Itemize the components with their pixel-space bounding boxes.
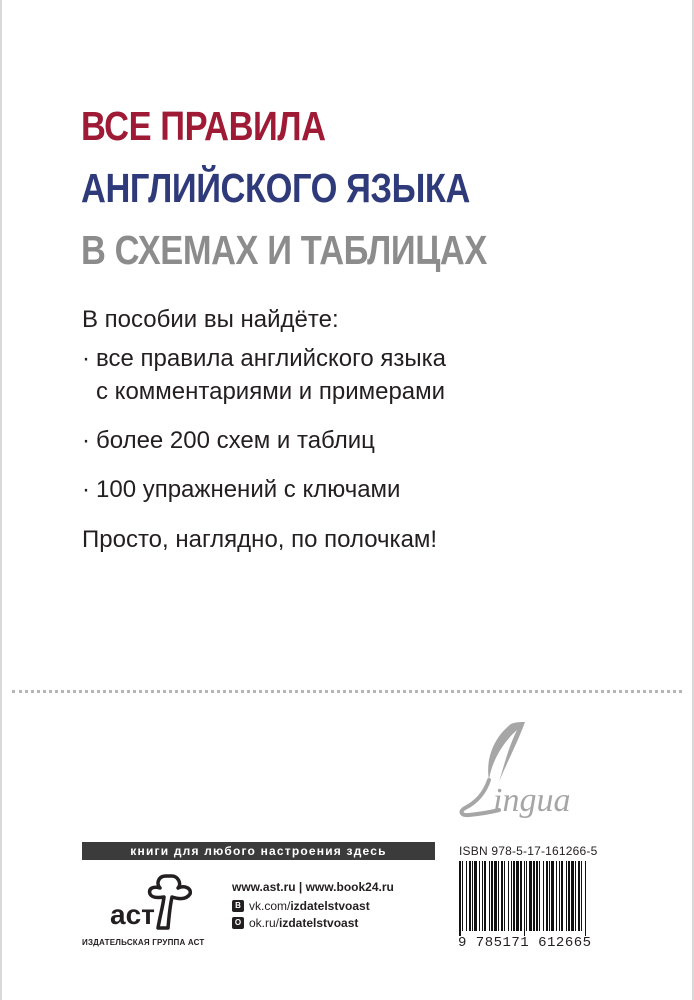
vk-handle: izdatelstvoast (290, 899, 370, 913)
feature-text: более 200 схем и таблиц (96, 427, 375, 454)
title-line-2: АНГЛИЙСКОГО ЯЗЫКА (81, 165, 470, 211)
tagline-bar: книги для любого настроения здесь (82, 842, 435, 860)
barcode-number: 9 785171 612665 (458, 935, 592, 951)
barcode-bar (585, 861, 586, 936)
barcode-bar (508, 861, 509, 931)
barcode-bar (516, 861, 519, 931)
barcode-bar (561, 861, 563, 931)
ast-logo (108, 872, 200, 934)
barcode-bar (501, 861, 503, 931)
title-line-3: В СХЕМАХ И ТАБЛИЦАХ (81, 227, 487, 273)
barcode-bar (566, 861, 567, 931)
barcode-bar (462, 861, 463, 931)
barcode-bar (578, 861, 580, 931)
barcode-bar (491, 861, 493, 931)
ast-figure-icon (150, 876, 191, 928)
publisher-sites: www.ast.ru | www.book24.ru (232, 880, 394, 894)
barcode-bar (494, 861, 497, 931)
barcode-bar (568, 861, 570, 931)
quill-icon (488, 722, 525, 782)
barcode-bar (484, 861, 486, 931)
lingua-series-logo (455, 718, 615, 828)
ast-logo-text: аст (110, 899, 155, 930)
bullet: · (82, 476, 90, 503)
ok-icon: О (232, 917, 244, 929)
left-edge (0, 0, 2, 1000)
ok-prefix: ok.ru/ (249, 916, 280, 930)
barcode-bar (520, 861, 522, 931)
barcode-bar (556, 861, 557, 931)
publisher-name: ИЗДАТЕЛЬСКАЯ ГРУППА АСТ (82, 938, 205, 947)
barcode-bar (474, 861, 477, 931)
barcode-bar (536, 861, 538, 931)
barcode-bar (459, 861, 461, 936)
barcode-bar (529, 861, 532, 931)
vk-icon: В (232, 900, 244, 912)
barcode-bar (543, 861, 544, 931)
dotted-divider (12, 690, 682, 693)
barcode-bar (466, 861, 467, 931)
intro-text: В пособии вы найдёте: (82, 306, 339, 333)
barcode-bar (559, 861, 560, 931)
isbn: ISBN 978-5-17-161266-5 (459, 844, 598, 858)
barcode-bar (549, 861, 550, 931)
barcode-bar (504, 861, 505, 931)
slogan: Просто, наглядно, по полочкам! (82, 526, 438, 553)
barcode-bar (511, 861, 512, 931)
list-item (82, 342, 446, 408)
barcode-bar (498, 861, 499, 931)
feature-text: с комментариями и примерами (96, 378, 446, 405)
barcode-bar (546, 861, 548, 931)
barcode-bar (581, 861, 582, 931)
barcode-bar (489, 861, 490, 931)
barcode-bar (513, 861, 515, 931)
vk-prefix: vk.com/ (249, 899, 291, 913)
barcode-bar (479, 861, 480, 931)
feature-list (82, 342, 446, 522)
bullet: · (82, 345, 90, 372)
barcode-bar (533, 861, 535, 931)
book-title (81, 95, 564, 281)
barcode-bar (524, 861, 525, 936)
barcode-bar (571, 861, 574, 931)
barcode-bar (472, 861, 473, 931)
barcode-bar (575, 861, 576, 931)
barcode-bar (469, 861, 471, 931)
bullet: · (82, 427, 90, 454)
list-item (82, 424, 446, 457)
barcode-bar (482, 861, 483, 931)
ok-handle: izdatelstvoast (279, 916, 359, 930)
lingua-wordmark: ingua (493, 782, 571, 819)
barcode-bar (551, 861, 554, 931)
feature-text: все правила английского языка (96, 345, 446, 372)
barcode-bar (526, 861, 527, 931)
feature-text: 100 упражнений с ключами (96, 476, 401, 503)
barcode (458, 861, 588, 936)
title-line-1: ВСЕ ПРАВИЛА (81, 103, 326, 149)
list-item (82, 473, 446, 506)
barcode-bar (539, 861, 540, 931)
vk-link (232, 899, 370, 913)
ok-link (232, 916, 358, 930)
